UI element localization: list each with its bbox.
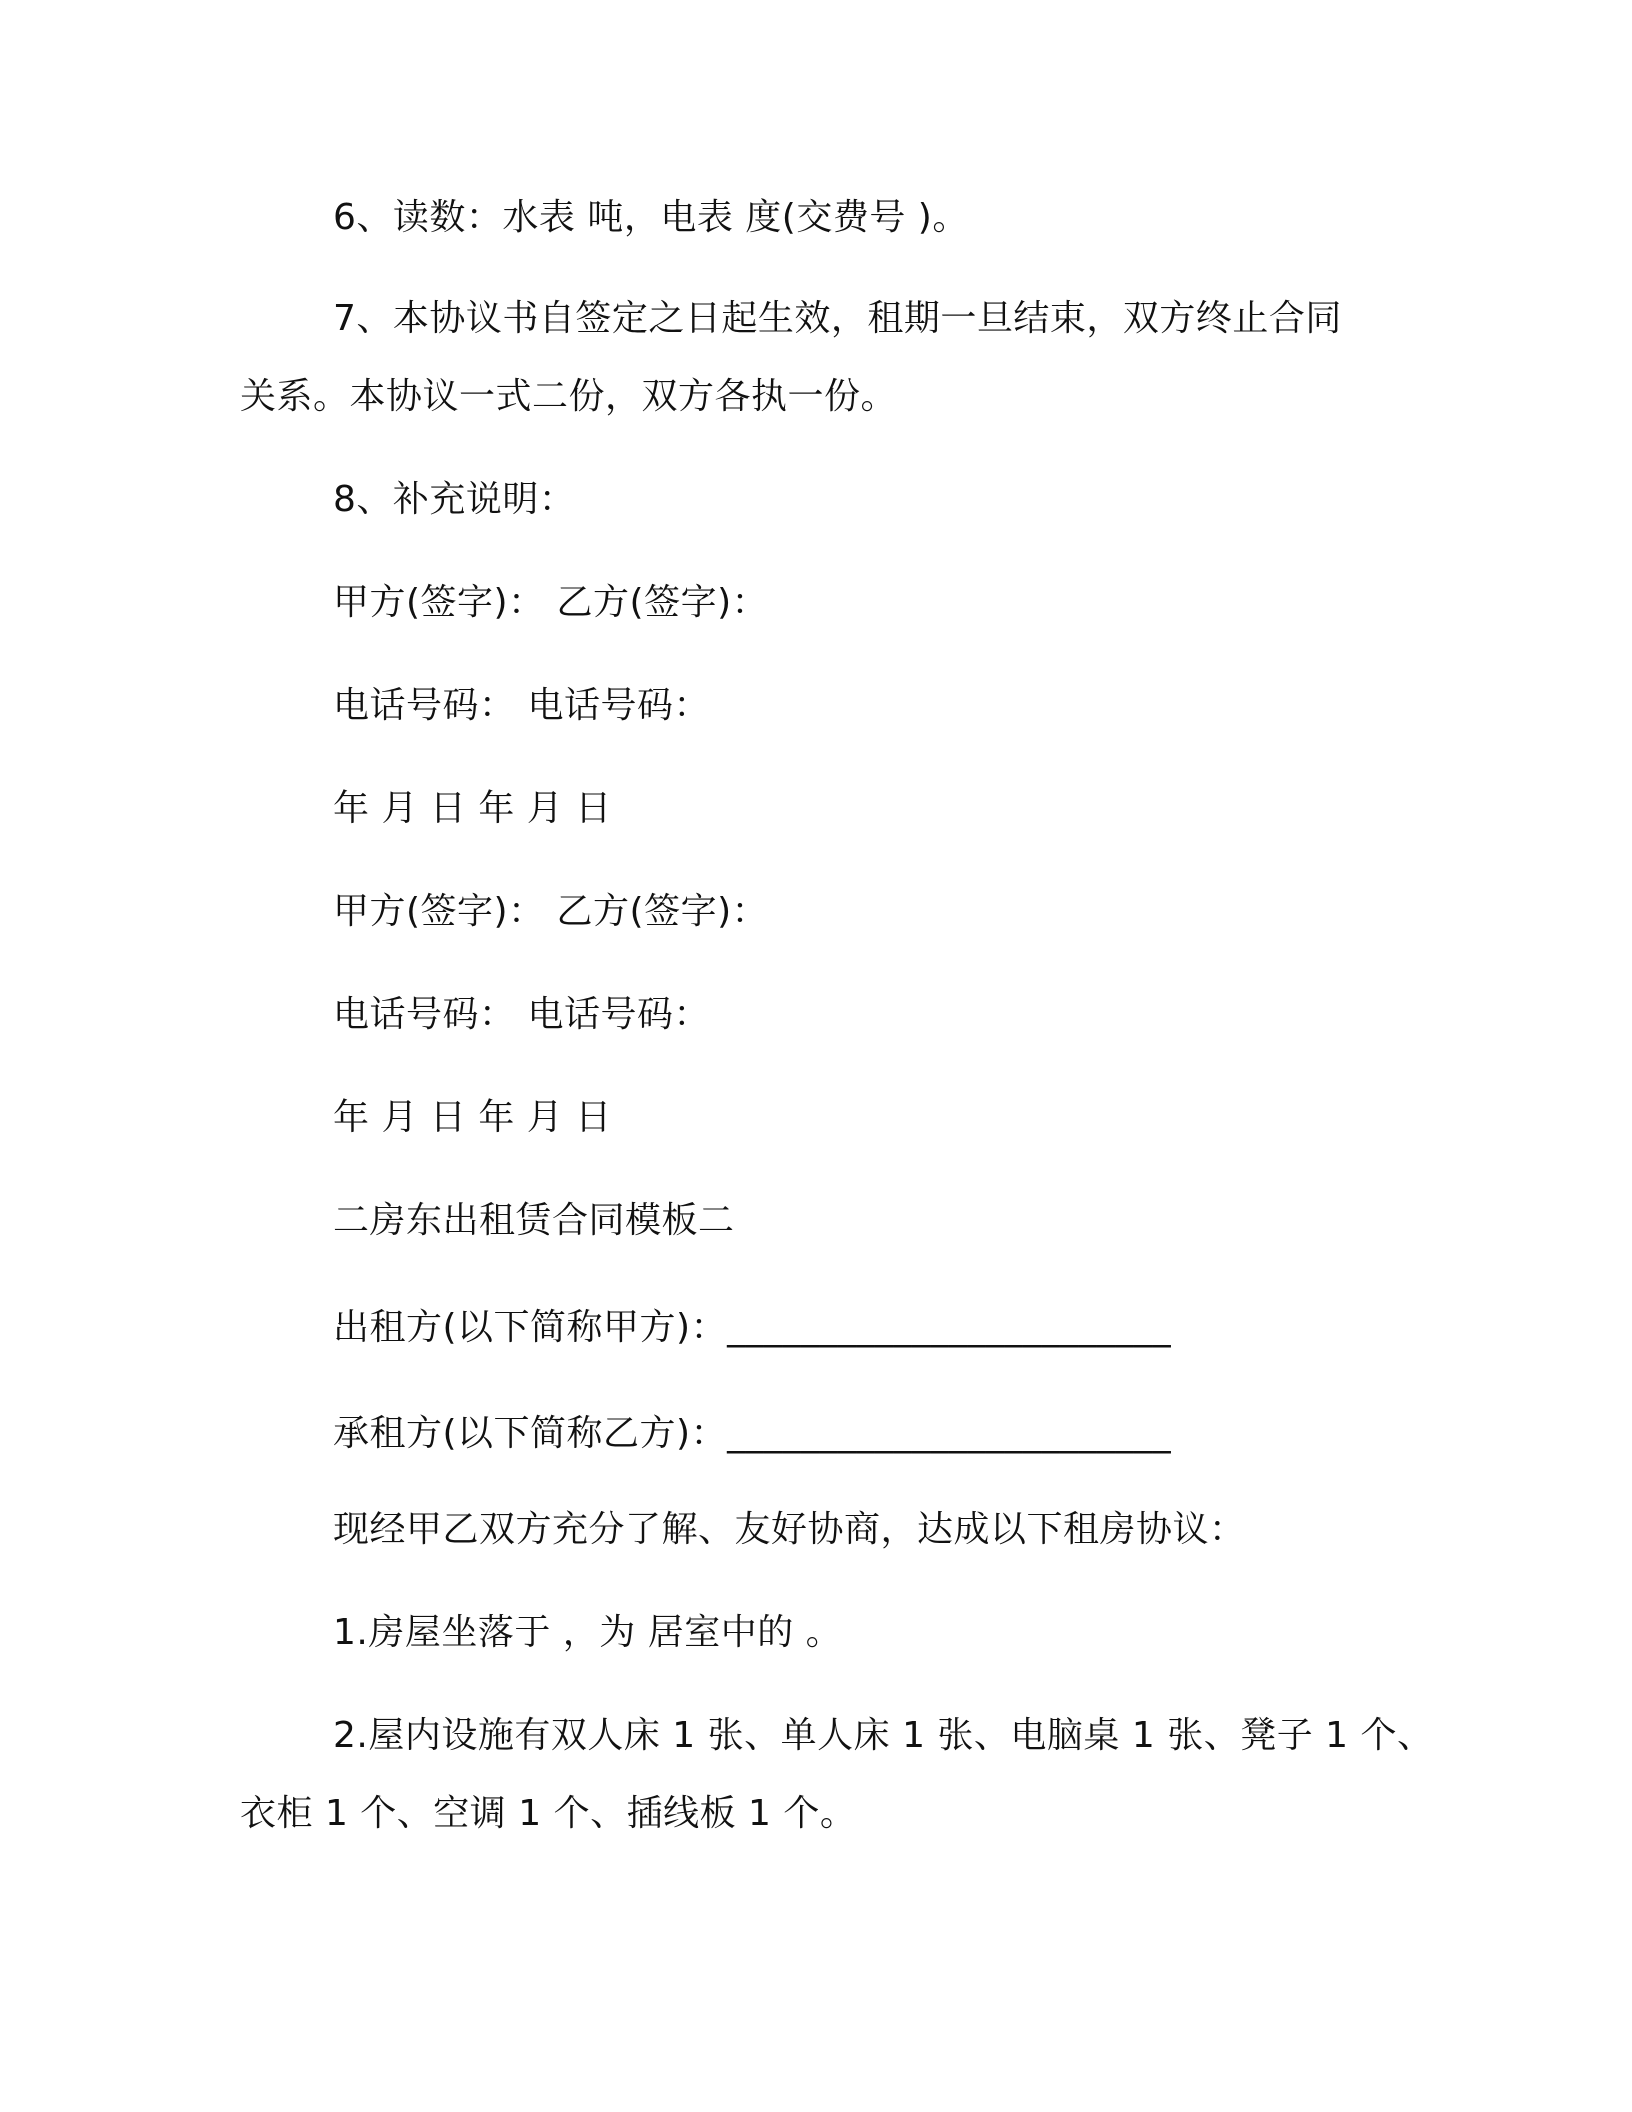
clause-8-supplement: 8、补充说明： [333, 479, 576, 520]
clause-7-line-1: 7、本协议书自签定之日起生效，租期一旦结束，双方终止合同 [333, 298, 1342, 339]
phone-line-2: 电话号码： 电话号码： [333, 994, 710, 1035]
item-1-location: 1.房屋坐落于 ，为 居室中的 。 [333, 1612, 843, 1653]
lessor-line: 出租方(以下简称甲方)：________________________ [333, 1307, 1172, 1348]
item-2-line-1: 2.屋内设施有双人床 1 张、单人床 1 张、电脑桌 1 张、凳子 1 个、 [333, 1715, 1434, 1756]
phone-line-1: 电话号码： 电话号码： [333, 685, 710, 726]
clause-7-line-2: 关系。本协议一式二份，双方各执一份。 [240, 376, 898, 417]
item-2-line-2: 衣柜 1 个、空调 1 个、插线板 1 个。 [240, 1793, 857, 1834]
signature-line-1: 甲方(签字)： 乙方(签字)： [333, 582, 769, 623]
signature-line-2: 甲方(签字)： 乙方(签字)： [333, 891, 769, 932]
lessee-line: 承租方(以下简称乙方)：________________________ [333, 1413, 1172, 1454]
agreement-intro: 现经甲乙双方充分了解、友好协商，达成以下租房协议： [333, 1509, 1246, 1550]
clause-6-reading: 6、读数：水表 吨，电表 度(交费号 )。 [333, 197, 969, 238]
date-line-2: 年 月 日 年 月 日 [333, 1097, 612, 1138]
date-line-1: 年 月 日 年 月 日 [333, 788, 612, 829]
template-title: 二房东出租赁合同模板二 [333, 1200, 735, 1241]
